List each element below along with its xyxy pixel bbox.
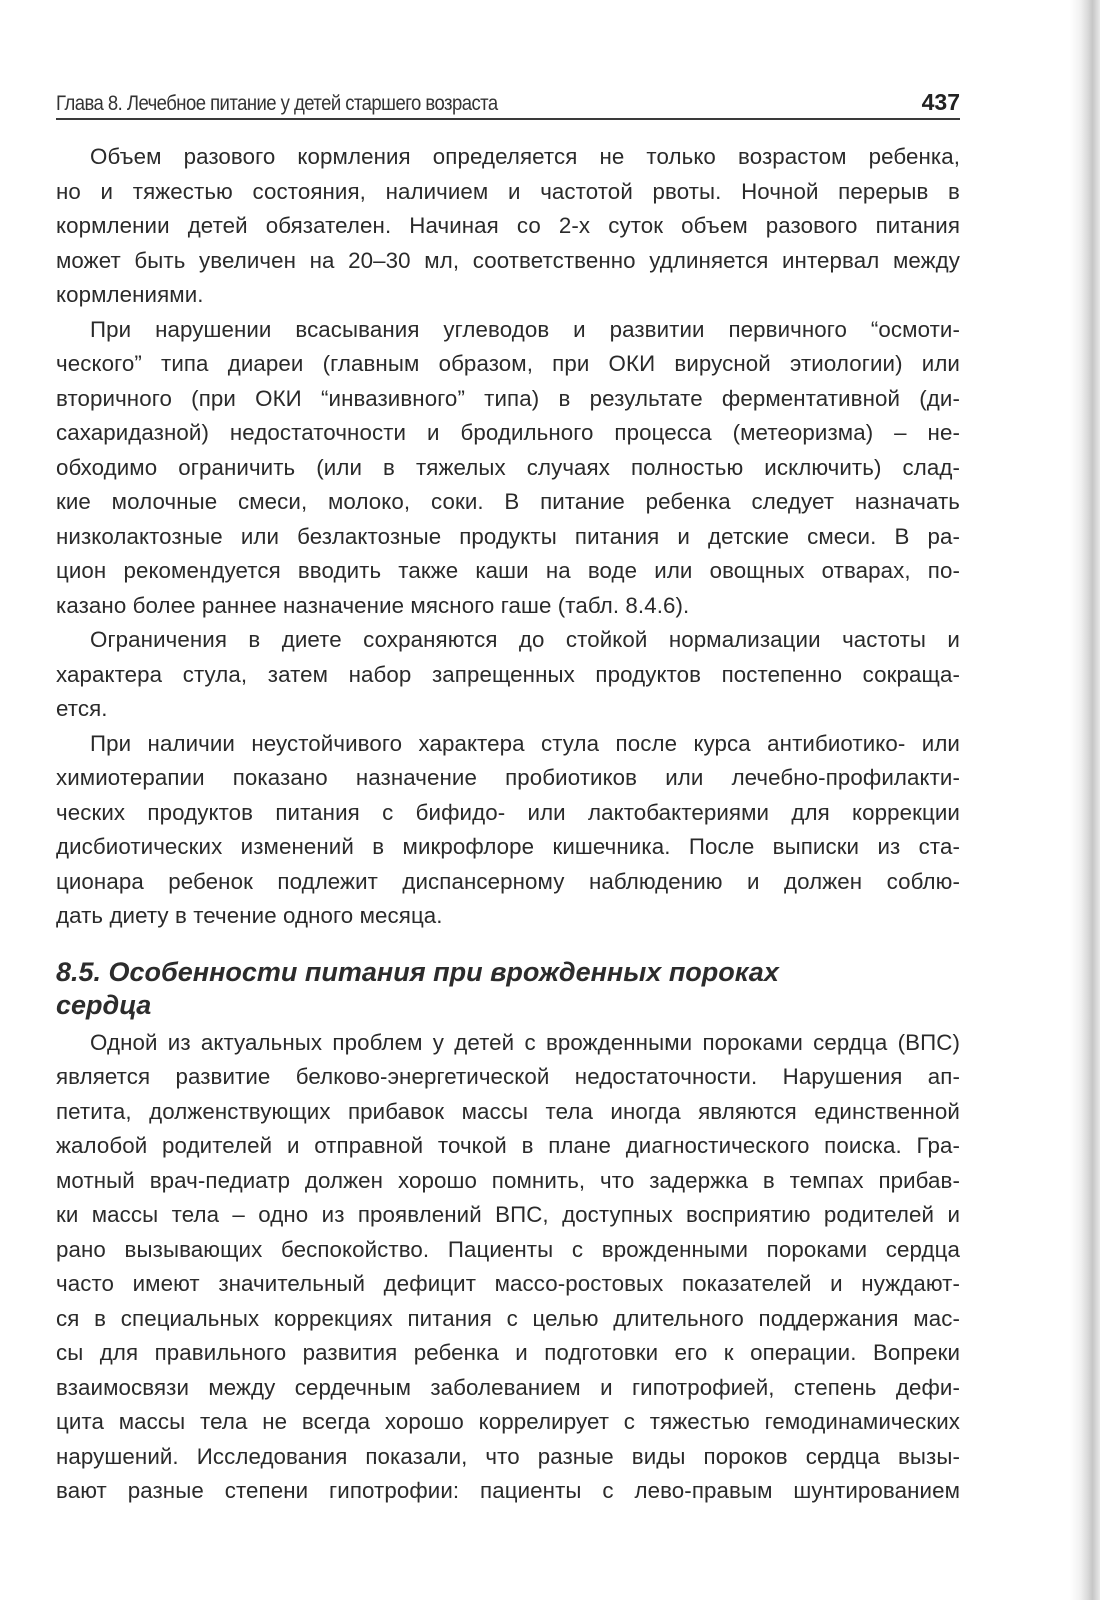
- text-line: взаимосвязи между сердечным заболеванием и гипотрофией, степень дефи-: [56, 1374, 960, 1400]
- section-heading: [56, 956, 960, 1022]
- scan-page-edge: [1070, 0, 1100, 1600]
- text-line: Ограничения в диете сохраняются до стойкой нормализации частоты и: [90, 627, 960, 652]
- text-line: обходимо ограничить (или в тяжелых случаях полностью исключить) слад-: [56, 454, 960, 480]
- text-line: При наличии неустойчивого характера стула после курса антибиотико- или: [90, 730, 960, 756]
- text-line: ся в специальных коррекциях питания с целью длительного поддержания мас-: [56, 1305, 960, 1331]
- text-line: кормлении детей обязателен. Начиная со 2-х суток объем разового питания: [56, 213, 960, 238]
- text-line: ческих продуктов питания с бифидо- или лактобактериями для коррекции: [56, 799, 960, 825]
- section-heading-line: сердца: [56, 989, 152, 1020]
- section-heading-line: 8.5. Особенности питания при врожденных пороках: [56, 956, 779, 987]
- text-line: ки массы тела – одно из проявлений ВПС, доступных восприятию родителей и: [56, 1202, 960, 1227]
- paragraph: [56, 623, 960, 727]
- text-line: сахаридазной) недостаточности и бродильного процесса (метеоризма) – не-: [56, 420, 960, 445]
- body-text: [56, 140, 960, 1509]
- paragraph: [56, 313, 960, 624]
- text-line: Объем разового кормления определяется не только возрастом ребенка,: [90, 144, 960, 169]
- text-line: но и тяжестью состояния, наличием и частотой рвоты. Ночной перерыв в: [56, 178, 960, 204]
- text-line: рано вызывающих беспокойство. Пациенты с врожденными пороками сердца: [56, 1236, 960, 1262]
- chapter-title: Глава 8. Лечебное питание у детей старшего возраста: [56, 92, 498, 115]
- text-line: цион рекомендуется вводить также каши на воде или овощных отварах, по-: [56, 558, 960, 583]
- text-line: характера стула, затем набор запрещенных продуктов постепенно сокраща-: [56, 661, 960, 687]
- text-line: мотный врач-педиатр должен хорошо помнить, что задержка в темпах прибав-: [56, 1167, 960, 1193]
- paragraph: [56, 140, 960, 313]
- text-line: дисбиотических изменений в микрофлоре кишечника. После выписки из ста-: [56, 834, 960, 859]
- text-line: вают разные степени гипотрофии: пациенты с лево-правым шунтированием: [56, 1478, 960, 1503]
- text-line: При нарушении всасывания углеводов и развитии первичного “осмоти-: [90, 316, 960, 342]
- text-line: цита массы тела не всегда хорошо коррелирует с тяжестью гемодинамических: [56, 1409, 960, 1434]
- text-line: ционара ребенок подлежит диспансерному наблюдению и должен соблю-: [56, 868, 960, 894]
- text-line: кие молочные смеси, молоко, соки. В питание ребенка следует назначать: [56, 489, 960, 514]
- text-line: является развитие белково-энергетической недостаточности. Нарушения ап-: [56, 1064, 960, 1089]
- paragraph: [56, 1026, 960, 1509]
- text-line: сы для правильного развития ребенка и подготовки его к операции. Вопреки: [56, 1340, 960, 1365]
- text-line: часто имеют значительный дефицит массо-ростовых показателей и нуждают-: [56, 1271, 960, 1296]
- text-line: дать диету в течение одного месяца.: [56, 903, 443, 928]
- text-line: Одной из актуальных проблем у детей с врожденными пороками сердца (ВПС): [90, 1029, 960, 1055]
- text-line: кормлениями.: [56, 282, 204, 307]
- text-line: казано более раннее назначение мясного гаше (табл. 8.4.6).: [56, 592, 690, 618]
- text-line: низколактозные или безлактозные продукты питания и детские смеси. В ра-: [56, 523, 960, 549]
- page-number: 437: [921, 89, 960, 115]
- text-line: вторичного (при ОКИ “инвазивного” типа) в результате ферментативной (ди-: [56, 385, 960, 411]
- text-line: петита, долженствующих прибавок массы тела иногда являются единственной: [56, 1098, 960, 1124]
- text-line: ческого” типа диареи (главным образом, при ОКИ вирусной этиологии) или: [56, 351, 960, 376]
- text-line: нарушений. Исследования показали, что разные виды пороков сердца вызы-: [56, 1443, 960, 1469]
- text-line: ется.: [56, 696, 108, 721]
- text-line: химиотерапии показано назначение пробиотиков или лечебно-профилакти-: [56, 765, 960, 790]
- running-header: [56, 78, 960, 120]
- paragraph: [56, 727, 960, 934]
- text-line: жалобой родителей и отправной точкой в плане диагностического поиска. Гра-: [56, 1133, 960, 1158]
- book-page: [56, 78, 960, 1509]
- text-line: может быть увеличен на 20–30 мл, соответственно удлиняется интервал между: [56, 247, 960, 273]
